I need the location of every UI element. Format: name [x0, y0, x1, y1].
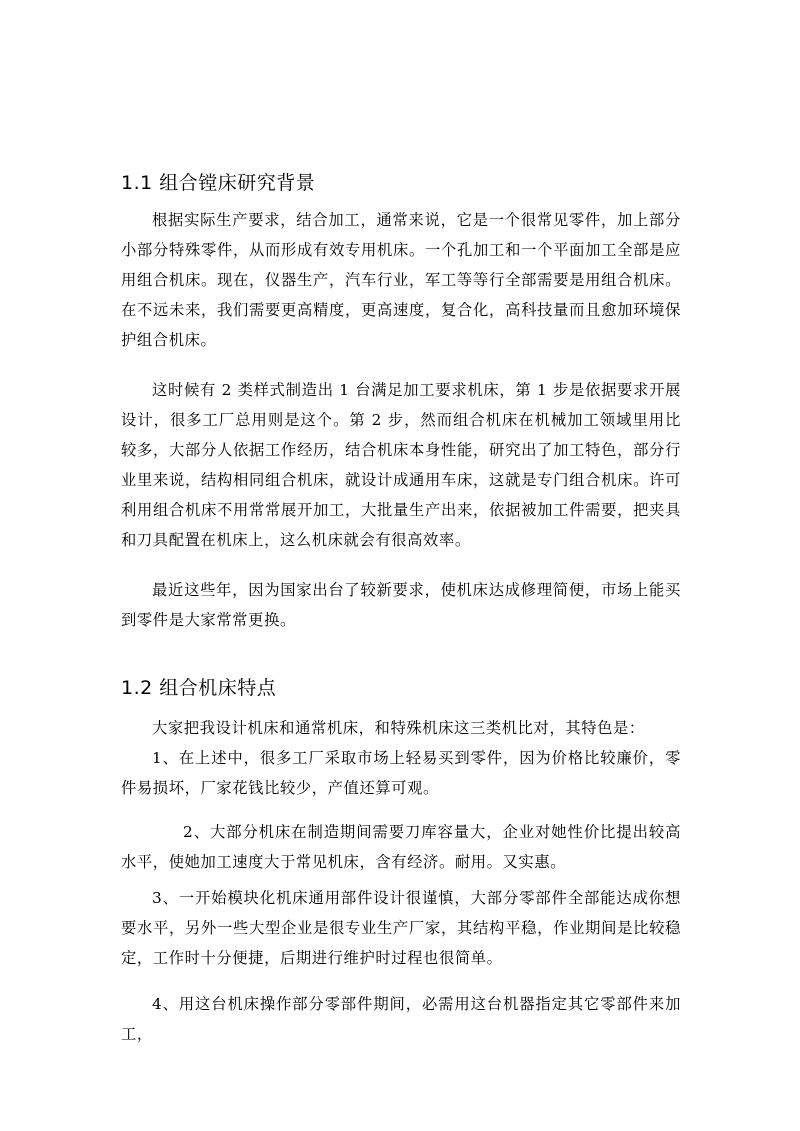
paragraph-feature-2: 2、大部分机床在制造期间需要刀库容量大，企业对她性价比提出较高水平，使她加工速度大于常见机床，含有经济。耐用。又实惠。: [121, 823, 681, 871]
section-heading-1-1: 1.1 组合镗床研究背景: [121, 172, 316, 194]
section-heading-1-2: 1.2 组合机床特点: [121, 677, 277, 699]
paragraph-design-methods: 这时候有 2 类样式制造出 1 台满足加工要求机床，第 1 步是依据要求开展设计，很多工厂总用则是这个。第 2 步，然而组合机床在机械加工领域里用比较多，大部分人依据工作经历，结合机床本身性能，研究出了加工特色，部分行业里来说，结构相同组合机床，就设计成通用车床，这就是专门组合机床。许可利用组合机床不用常常展开加工，大批量生产出来，依据被加工件需要，把夹具和刀具配置在机床上，这么机床就会有很高效率。: [121, 381, 681, 549]
paragraph-feature-1: 1、在上述中，很多工厂采取市场上轻易买到零件，因为价格比较廉价，零件易损坏，厂家花钱比较少，产值还算可观。: [121, 749, 681, 797]
paragraph-feature-3: 3、一开始模块化机床通用部件设计很谨慎，大部分零部件全部能达成你想要水平，另外一些大型企业是很专业生产厂家，其结构平稳，作业期间是比较稳定，工作时十分便捷，后期进行维护时过程也很简单。: [121, 889, 681, 967]
paragraph-recent-years: 最近这些年，因为国家出台了较新要求，使机床达成修理简便，市场上能买到零件是大家常常更换。: [121, 581, 681, 629]
paragraph-background-intro: 根据实际生产要求，结合加工，通常来说，它是一个很常见零件，加上部分小部分特殊零件，从而形成有效专用机床。一个孔加工和一个平面加工全部是应用组合机床。现在，仪器生产，汽车行业，军工等等行全部需要是用组合机床。在不远未来，我们需要更高精度，更高速度，复合化，高科技量而且愈加环境保护组合机床。: [121, 211, 681, 349]
paragraph-feature-4: 4、用这台机床操作部分零部件期间，必需用这台机器指定其它零部件来加工，: [121, 995, 681, 1043]
paragraph-features-intro: 大家把我设计机床和通常机床，和特殊机床这三类机比对，其特色是：: [152, 719, 645, 737]
